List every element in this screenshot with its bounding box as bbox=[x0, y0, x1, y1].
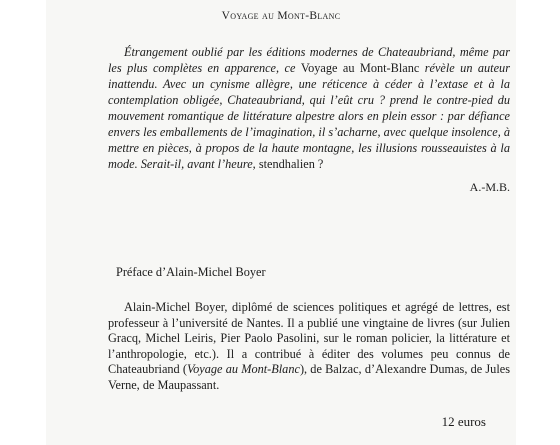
bio-text-2: ), de Balzac, d’Alexandre Dumas, de Jules Verne, de Maupassant. bbox=[108, 362, 510, 392]
back-cover bbox=[46, 0, 516, 445]
blurb-book-title: Voyage au Mont-Blanc bbox=[300, 61, 420, 75]
title-part-1: Voyage au bbox=[221, 10, 278, 22]
blurb-paragraph bbox=[108, 44, 510, 172]
author-bio-paragraph bbox=[108, 300, 510, 394]
blurb-text-1: Étrangement oublié par les éditions modernes de Chateaubriand, même par les plus complètes en apparence, ce bbox=[108, 45, 510, 75]
blurb-signature: A.-M.B. bbox=[469, 180, 510, 194]
price-label: 12 euros bbox=[441, 414, 486, 429]
page-title bbox=[46, 10, 516, 22]
title-part-2: Mont-Blanc bbox=[277, 10, 341, 22]
blurb-text-2: révèle un auteur inattendu. Avec un cynisme allègre, une réticence à céder à l’extase et à la contemplation obligée, Chateaubriand, qui l’eût cru ? prend le contre-pied du mouvement romantique de littérature alpestre alors en plein essor : par défiance envers les emballements de l’imagination, il s’acharne, avec quelque insolence, à mettre en pièces, à propos de la haute montagne, les illusions rousseauistes à la mode. Serait-il, avant l’heure, bbox=[108, 61, 510, 171]
blurb-text-3: stendhalien ? bbox=[258, 157, 324, 171]
bio-text-1: Alain-Michel Boyer, diplômé de sciences politiques et agrégé de lettres, est professeur à l’université de Nantes. Il a publié une vingtaine de livres (sur Julien Gracq, Michel Leiris, Pier Paolo Pasolini, sur le roman policier, la littérature et l’anthropologie, etc.). Il a contribué à éditer des volumes peu connus de Chateaubriand ( bbox=[108, 300, 510, 377]
bio-book-title: Voyage au Mont-Blanc bbox=[187, 362, 300, 377]
preface-heading: Préface d’Alain-Michel Boyer bbox=[116, 265, 266, 279]
